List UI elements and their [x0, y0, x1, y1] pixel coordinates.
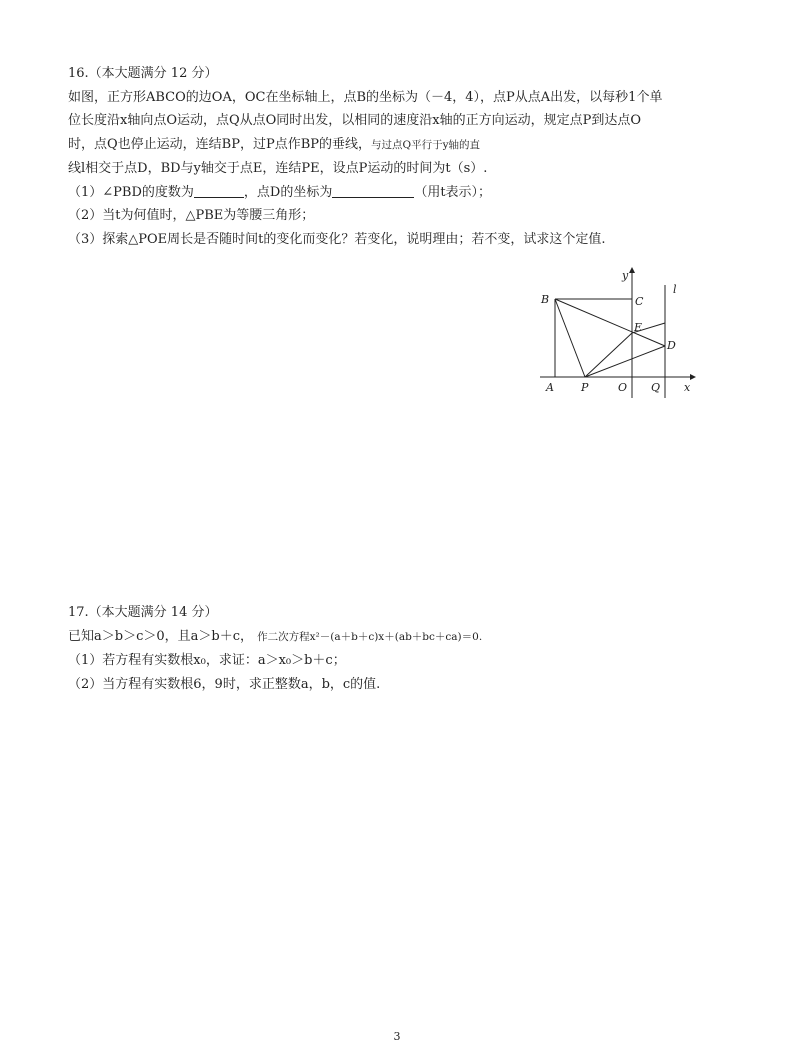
q16-part-2: （2）当t为何值时，△PBE为等腰三角形； [68, 208, 315, 223]
label-o: O [618, 381, 628, 394]
q17-part-1: （1）若方程有实数根x₀，求证：a＞x₀＞b＋c； [68, 653, 346, 668]
page-number: 3 [393, 1030, 401, 1043]
q17-line-1-small: 作二次方程x²－(a＋b＋c)x＋(ab＋bc＋ca)＝0. [257, 630, 483, 643]
label-b: B [541, 293, 550, 306]
q16-heading: 16.（本大题满分 12 分） [68, 66, 218, 81]
q16-part-1-b: ，点D的坐标为 [243, 184, 333, 200]
q16-line-2: 位长度沿x轴向点O运动，点Q从点O同时出发，以相同的速度沿x轴的正方向运动，规定点P到达点O [68, 113, 642, 128]
answer-blank-angle[interactable] [194, 183, 244, 198]
label-e: E [634, 321, 643, 334]
segment-pe [585, 333, 632, 377]
q16-part-3: （3）探索△POE周长是否随时间t的变化而变化？若变化，说明理由；若不变，试求这个定值. [68, 231, 606, 247]
q16-line-4: 线l相交于点D，BD与y轴交于点E，连结PE，设点P运动的时间为t（s）. [68, 161, 488, 176]
question-16 [68, 62, 738, 251]
q16-line-3-text: 时，点Q也停止运动，连结BP，过P点作BP的垂线， [68, 136, 372, 152]
label-p: P [581, 381, 589, 394]
label-x: x [684, 381, 691, 394]
x-axis-arrow [690, 374, 696, 380]
label-q: Q [651, 381, 661, 394]
q17-line-1 [68, 625, 738, 650]
answer-blank-point-d[interactable] [332, 183, 414, 198]
segment-bd [555, 299, 665, 346]
label-c: C [635, 295, 644, 308]
q17-part-2: （2）当方程有实数根6，9时，求正整数a，b，c的值. [68, 676, 381, 692]
segment-pd [585, 346, 665, 377]
label-a: A [546, 381, 554, 394]
y-axis-arrow [629, 267, 635, 273]
segment-bp [555, 299, 585, 377]
q16-part-1-a: （1）∠PBD的度数为 [68, 184, 194, 200]
label-l: l [673, 283, 677, 296]
q17-line-1-text: 已知a＞b＞c＞0，且a＞b＋c， [68, 628, 253, 644]
q16-line-3 [68, 133, 738, 158]
q16-part-1-c: （用t表示）； [414, 184, 492, 200]
q16-line-3-small: 与过点Q平行于y轴的直 [371, 138, 481, 151]
label-y: y [622, 269, 629, 282]
q16-line-1: 如图，正方形ABCO的边OA，OC在坐标轴上，点B的坐标为（－4，4），点P从点A出发，以每秒1个单 [68, 89, 663, 105]
q17-heading: 17.（本大题满分 14 分） [68, 605, 218, 620]
q16-part-1 [68, 181, 738, 205]
label-d: D [667, 339, 676, 352]
geometry-figure [530, 265, 700, 400]
question-17 [68, 601, 738, 696]
